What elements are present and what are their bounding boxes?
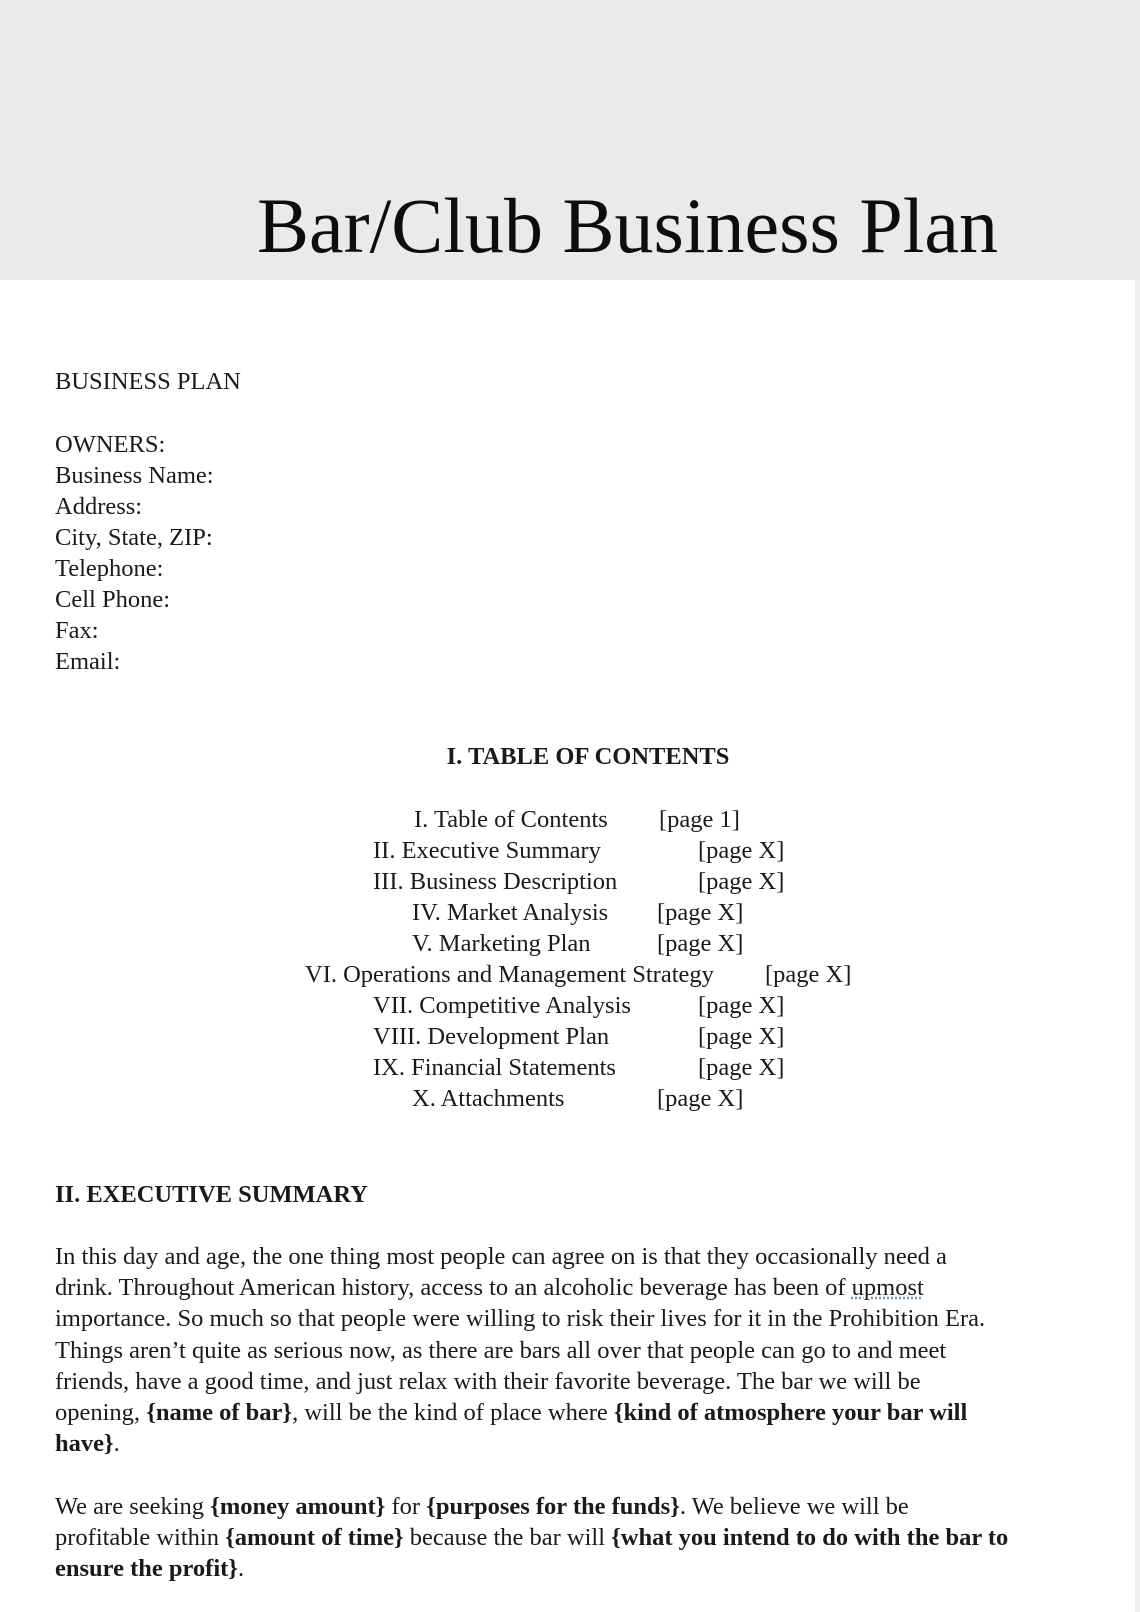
line-text: , will be the kind of place where [292, 1399, 614, 1427]
paragraph-line [55, 1272, 985, 1303]
contact-field-fax: Fax: [55, 617, 99, 644]
toc-entry-title: IV. Market Analysis [412, 899, 609, 926]
toc-entry [0, 866, 1140, 897]
toc-entry-page: [page X] [657, 930, 744, 957]
line-text: We are seeking [55, 1493, 211, 1520]
toc-entry-page: [page X] [698, 992, 785, 1019]
toc-entry [0, 1052, 1140, 1083]
toc-entry [0, 835, 1140, 866]
paragraph-line [55, 1491, 1008, 1522]
toc-entry-title: X. Attachments [412, 1085, 565, 1112]
line-text: profitable within [55, 1524, 226, 1552]
toc-entry-title: IX. Financial Statements [373, 1054, 616, 1081]
placeholder-atmosphere-end: have} [55, 1430, 114, 1458]
placeholder-name-of-bar: {name of bar} [146, 1399, 293, 1427]
contact-field-business-name: Business Name: [55, 462, 214, 489]
contact-field-cell-phone: Cell Phone: [55, 586, 171, 613]
placeholder-money-amount: {money amount} [210, 1493, 386, 1520]
paragraph-line [55, 1522, 1008, 1553]
executive-summary-paragraph-1 [55, 1241, 985, 1459]
placeholder-purposes: {purposes for the funds} [426, 1493, 680, 1520]
toc-entry-page: [page X] [657, 899, 744, 926]
paragraph-line: friends, have a good time, and just relax with their favorite beverage. The bar we will be [55, 1367, 921, 1395]
placeholder-intent-end: ensure the profit} [55, 1555, 238, 1583]
contact-field-telephone: Telephone: [55, 555, 164, 582]
line-text: . [113, 1430, 120, 1458]
toc-entry-page: [page X] [698, 837, 785, 864]
contact-fields [55, 429, 214, 677]
paragraph-line: Things aren’t quite as serious now, as there are bars all over that people can go to and meet [55, 1336, 947, 1364]
paragraph-line: In this day and age, the one thing most people can agree on is that they occasionally need a [55, 1243, 947, 1270]
toc-entry [0, 928, 1140, 959]
toc-entry-title: III. Business Description [373, 868, 618, 895]
line-text: opening, [55, 1399, 147, 1427]
document-title: Bar/Club Business Plan [257, 182, 999, 269]
placeholder-intent: {what you intend to do with the bar to [611, 1524, 1009, 1552]
toc-entry [0, 897, 1140, 928]
line-text: . [237, 1555, 245, 1583]
toc-entry-title: VII. Competitive Analysis [373, 992, 631, 1019]
contact-field-email: Email: [55, 648, 121, 675]
toc-entry-title: VI. Operations and Management Strategy [305, 961, 714, 988]
toc-entry-title: VIII. Development Plan [373, 1023, 610, 1050]
line-text: because the bar will [403, 1524, 612, 1552]
toc-entry-title: I. Table of Contents [414, 806, 608, 833]
placeholder-amount-of-time: {amount of time} [225, 1524, 404, 1552]
toc-entry [0, 1083, 1140, 1114]
paragraph-line: importance. So much so that people were willing to risk their lives for it in the Prohibition Era. [55, 1305, 986, 1333]
title-banner [0, 0, 1140, 280]
toc-entry-page: [page X] [698, 1023, 785, 1050]
toc-entry [0, 1021, 1140, 1052]
toc-entry-page: [page 1] [659, 806, 740, 833]
toc-entry [0, 959, 1140, 990]
toc-entry-page: [page X] [657, 1085, 744, 1112]
plan-label: BUSINESS PLAN [55, 368, 241, 395]
toc-entry-title: II. Executive Summary [373, 837, 601, 864]
section-heading-executive-summary: II. EXECUTIVE SUMMARY [55, 1181, 368, 1208]
executive-summary-paragraph-2 [55, 1491, 1008, 1585]
placeholder-atmosphere: {kind of atmosphere your bar will [613, 1399, 968, 1427]
contact-field-address: Address: [55, 493, 143, 520]
paragraph-line [55, 1428, 985, 1459]
toc-entry [0, 990, 1140, 1021]
toc-entry-page: [page X] [698, 1054, 785, 1081]
toc-entry [0, 804, 1140, 835]
line-text: for [385, 1493, 427, 1520]
toc-entry-page: [page X] [698, 868, 785, 895]
paragraph-line [55, 1553, 1008, 1584]
contact-field-owners: OWNERS: [55, 431, 166, 458]
toc-heading: I. TABLE OF CONTENTS [446, 743, 730, 770]
line-text: drink. Throughout American history, access to an alcoholic beverage has been of [55, 1274, 852, 1302]
toc-entry-title: V. Marketing Plan [412, 930, 591, 957]
paragraph-line [55, 1397, 985, 1428]
table-of-contents [0, 804, 1140, 1114]
contact-field-city-state-zip: City, State, ZIP: [55, 524, 213, 551]
line-text: . We believe we will be [679, 1493, 909, 1520]
toc-entry-page: [page X] [765, 961, 852, 988]
spellcheck-word: upmost [851, 1274, 924, 1302]
